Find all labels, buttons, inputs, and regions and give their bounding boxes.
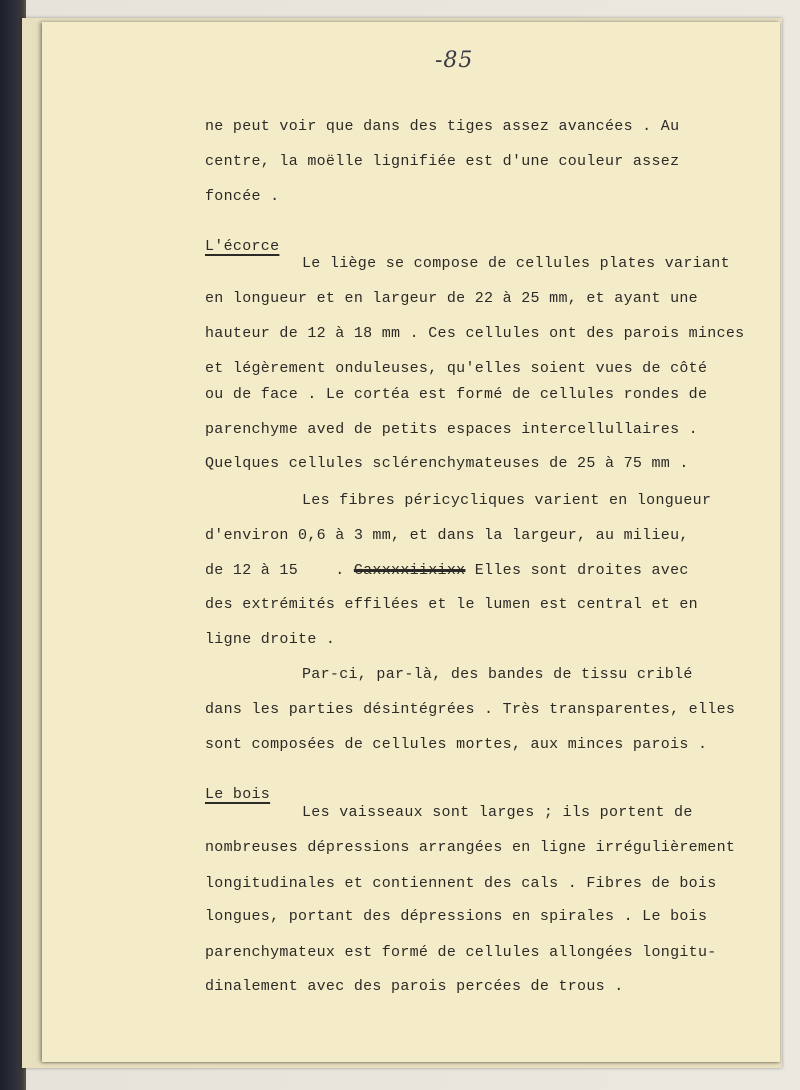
text-line: centre, la moëlle lignifiée est d'une couleur assez — [205, 153, 680, 170]
typewritten-page — [42, 22, 780, 1062]
line-end: Elles sont droites avec — [465, 562, 689, 579]
text-line: en longueur et en largeur de 22 à 25 mm, et ayant une — [205, 290, 698, 307]
text-line: hauteur de 12 à 18 mm . Ces cellules ont des parois minces — [205, 325, 745, 342]
page-number: -85 — [435, 48, 474, 73]
text-line: parenchyme aved de petits espaces intercellullaires . — [205, 421, 698, 438]
section-heading-ecorce: L'écorce — [205, 238, 280, 255]
line-start: de 12 à 15 . — [205, 562, 354, 579]
text-line: Les vaisseaux sont larges ; ils portent de — [302, 804, 693, 821]
section-heading-bois: Le bois — [205, 786, 271, 803]
struck-out-word: Gaxxxxiixixx — [353, 562, 466, 579]
text-line: nombreuses dépressions arrangées en ligne irrégulièrement — [205, 839, 736, 856]
text-line: dinalement avec des parois percées de trous . — [205, 978, 624, 995]
struck-text-line — [205, 562, 689, 579]
text-line: ligne droite . — [205, 631, 336, 648]
text-line: longitudinales et contiennent des cals . Fibres de bois — [205, 875, 717, 892]
text-line: ne peut voir que dans des tiges assez avancées . Au — [205, 118, 680, 135]
text-line: Le liège se compose de cellules plates variant — [302, 255, 730, 272]
text-line: des extrémités effilées et le lumen est central et en — [205, 596, 698, 613]
text-line: Les fibres péricycliques varient en longueur — [302, 492, 712, 509]
text-line: foncée . — [205, 188, 280, 205]
text-line: longues, portant des dépressions en spirales . Le bois — [205, 908, 708, 925]
text-line: dans les parties désintégrées . Très transparentes, elles — [205, 701, 736, 718]
text-line: et légèrement onduleuses, qu'elles soient vues de côté — [205, 360, 708, 377]
text-line: Par-ci, par-là, des bandes de tissu criblé — [302, 666, 693, 683]
text-line: d'environ 0,6 à 3 mm, et dans la largeur, au milieu, — [205, 527, 689, 544]
text-line: Quelques cellules sclérenchymateuses de 25 à 75 mm . — [205, 455, 689, 472]
text-line: ou de face . Le cortéa est formé de cellules rondes de — [205, 386, 708, 403]
text-line: sont composées de cellules mortes, aux minces parois . — [205, 736, 708, 753]
text-line: parenchymateux est formé de cellules allongées longitu- — [205, 944, 717, 961]
